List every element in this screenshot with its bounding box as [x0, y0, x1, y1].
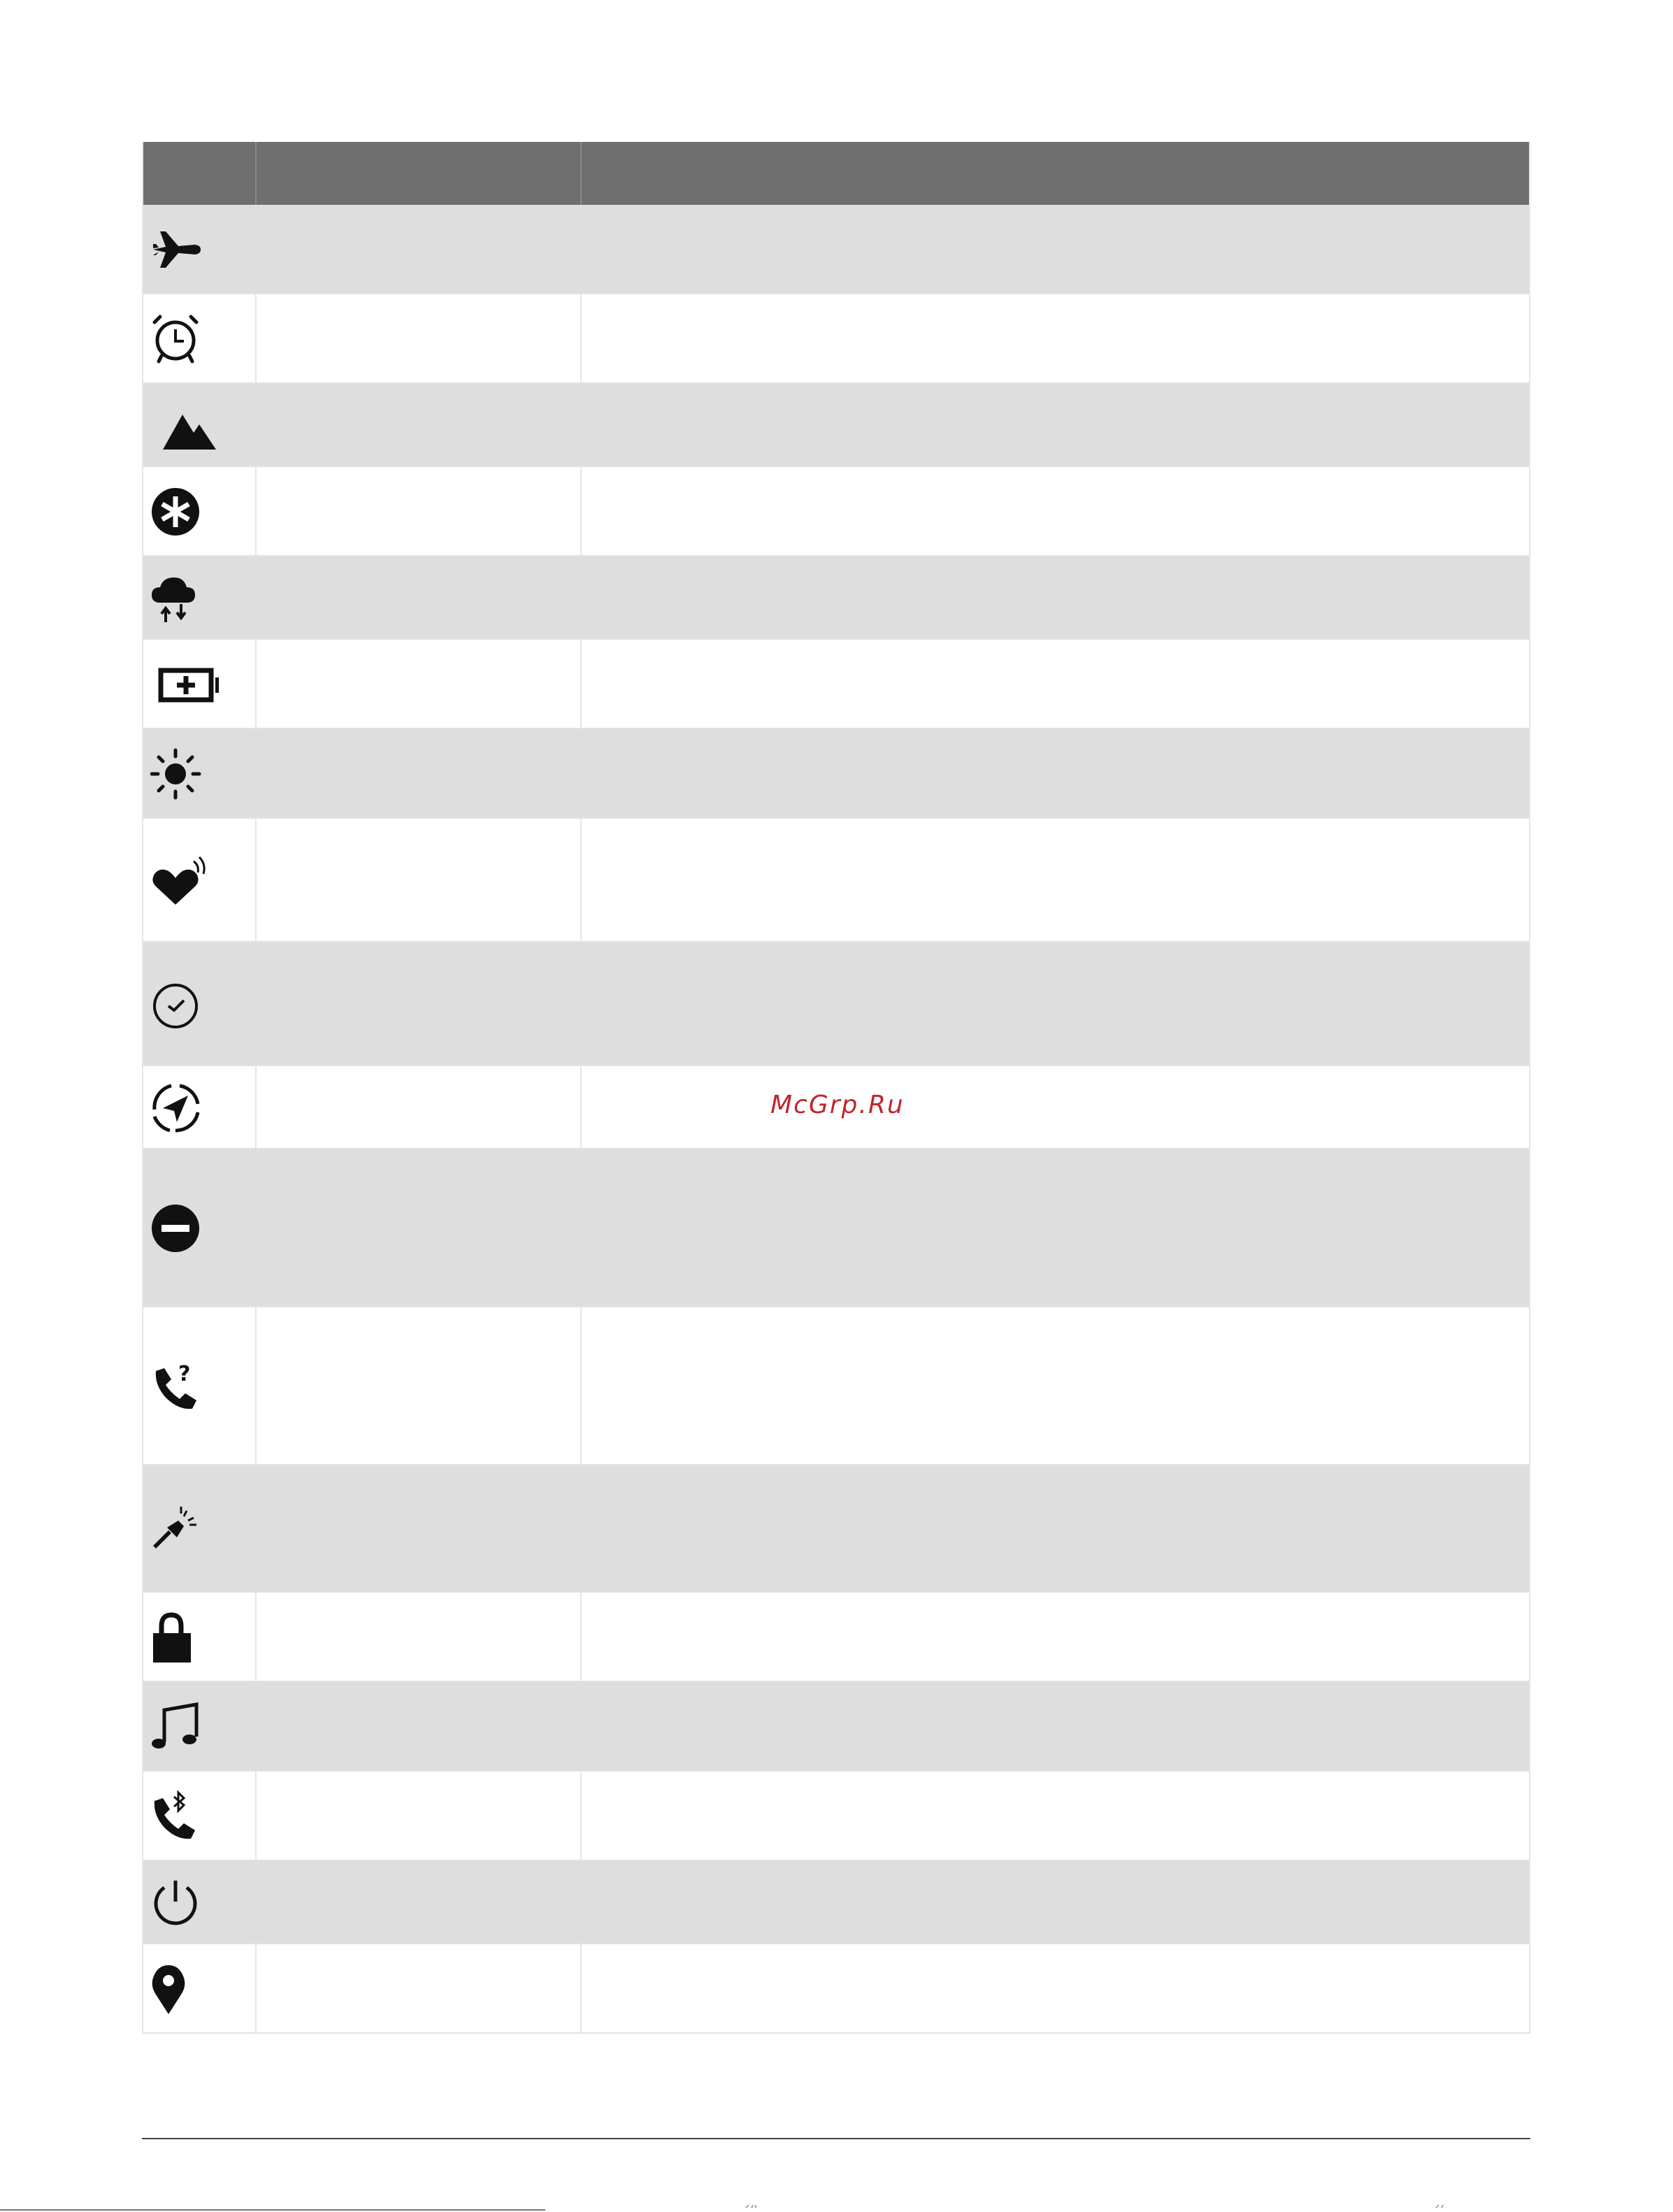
controls-icon-table — [142, 142, 1530, 2034]
location-pin-icon — [150, 1962, 203, 2016]
battery-plus-icon — [150, 658, 229, 711]
table-row — [143, 729, 1529, 819]
table-row — [143, 1682, 1529, 1772]
table-body — [143, 205, 1529, 2034]
table-row — [143, 819, 1529, 942]
cloud-sync-icon — [150, 572, 203, 625]
header-col-desc — [580, 142, 582, 205]
airplane-icon — [150, 223, 203, 276]
do-not-disturb-icon — [150, 1202, 203, 1255]
table-row — [143, 942, 1529, 1066]
clock-check-icon — [150, 978, 203, 1031]
table-row — [143, 384, 1529, 467]
table-row — [143, 640, 1529, 729]
table-row — [143, 1465, 1529, 1593]
heart-signal-icon — [150, 854, 213, 907]
music-note-icon — [150, 1700, 203, 1753]
watermark: McGrp.Ru — [770, 1091, 905, 1119]
table-row — [143, 1149, 1529, 1307]
lock-icon — [150, 1611, 203, 1664]
power-icon — [150, 1876, 203, 1930]
bottom-rule — [0, 2209, 545, 2211]
table-row — [143, 294, 1529, 384]
scan-mark — [745, 2204, 764, 2209]
phone-bluetooth-icon — [150, 1790, 203, 1843]
table-row — [143, 1861, 1529, 1944]
table-row — [143, 1944, 1529, 2034]
table-header — [143, 142, 1529, 205]
footer-rule — [142, 2138, 1530, 2139]
table-row — [143, 556, 1529, 640]
table-row — [143, 1307, 1529, 1465]
svg-text:?: ? — [178, 1362, 191, 1386]
alarm-clock-icon — [150, 313, 203, 366]
flashlight-icon — [150, 1502, 203, 1556]
table-row — [143, 205, 1529, 294]
brightness-sun-icon — [150, 747, 203, 800]
phone-question-icon — [150, 1360, 203, 1413]
asterisk-circle-icon — [150, 485, 203, 538]
table-row — [143, 1772, 1529, 1861]
scan-mark — [1433, 2204, 1453, 2209]
header-col-name — [255, 142, 257, 205]
table-row — [143, 467, 1529, 556]
table-row — [143, 1593, 1529, 1682]
mountain-icon — [150, 399, 229, 452]
navigate-arrow-icon — [150, 1082, 203, 1135]
